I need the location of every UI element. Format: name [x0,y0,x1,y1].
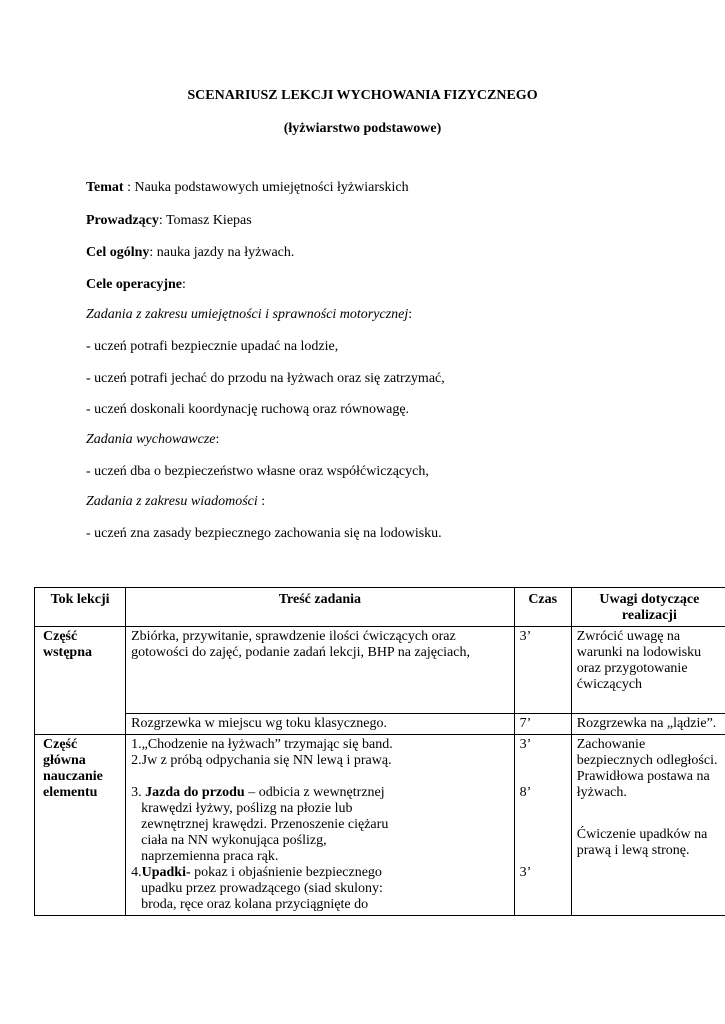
edu-heading-line [86,432,219,448]
knowledge-suffix: : [257,494,266,509]
intro-note-2: Rozgrzewka na „lądzie”. [571,714,725,735]
table-row [35,627,725,714]
cel-value: : nauka jazdy na łyżwach. [149,245,295,260]
table-header-row [35,588,725,627]
main-task-4: 4.Upadki- pokaz i objaśnienie bezpiecznego [131,865,382,880]
temat-label: Temat [86,180,124,195]
main-task-2: 2.Jw z próbą odpychania się NN lewą i prawą. [131,753,392,768]
document-subtitle: (łyżwiarstwo podstawowe) [283,121,442,136]
prowadzacy-value: : Tomasz Kiepas [158,213,252,228]
phase-intro: Część wstępna [35,627,126,735]
intro-task-2: Rozgrzewka w miejscu wg toku klasycznego. [126,714,515,735]
main-task-3-line-4: ciała na NN wykonująca poślizg, [141,833,327,848]
temat-line [86,180,409,196]
knowledge-item-1: - uczeń zna zasady bezpiecznego zachowania się na lodowisku. [86,526,442,541]
main-tasks [126,735,515,916]
main-note-1: Zachowanie bezpiecznych odległości. [576,737,718,768]
main-task-1: 1.„Chodzenie na łyżwach” trzymając się band. [131,737,393,752]
main-task-4-line-2: upadku przez prowadzącego (siad skulony: [141,881,383,896]
header-uwagi: Uwagi dotyczące realizacji [571,588,725,627]
cele-suffix: : [182,277,186,292]
prowadzacy-line [86,213,252,229]
cel-label: Cel ogólny [86,245,150,260]
document-title: SCENARIUSZ LEKCJI WYCHOWANIA FIZYCZNEGO [187,88,538,103]
edu-item-1: - uczeń dba o bezpieczeństwo własne oraz współćwiczących, [86,464,429,479]
prowadzacy-label: Prowadzący [86,213,159,228]
temat-value: : Nauka podstawowych umiejętności łyżwiarskich [123,180,409,195]
cele-line [86,277,186,293]
lesson-table [34,587,725,916]
intro-time-1: 3’ [514,627,571,714]
main-task-3-line-5: naprzemienna praca rąk. [141,849,279,864]
intro-time-2: 7’ [514,714,571,735]
edu-heading: Zadania wychowawcze [86,432,216,447]
cele-label: Cele operacyjne [86,277,183,292]
header-tok-lekcji: Tok lekcji [35,588,126,627]
motor-suffix: : [408,307,413,322]
motor-heading: Zadania z zakresu umiejętności i sprawności motorycznej [86,307,409,322]
main-task-4-line-3: broda, ręce oraz kolana przyciągnięte do [141,897,369,912]
main-notes [571,735,725,916]
main-note-3: Ćwiczenie upadków na prawą i lewą stronę. [576,827,708,858]
cel-line [86,245,294,261]
knowledge-heading-line [86,494,265,510]
edu-suffix: : [215,432,220,447]
main-time-1: 3’ [519,737,532,752]
task4-bold: Upadki- [141,865,191,880]
main-times [514,735,571,916]
motor-item-2: - uczeń potrafi jechać do przodu na łyżwach oraz się zatrzymać, [86,371,445,386]
table-row [35,735,725,916]
main-time-3: 3’ [519,865,532,880]
motor-item-3: - uczeń doskonali koordynację ruchową oraz równowagę. [86,402,410,417]
knowledge-heading: Zadania z zakresu wiadomości [86,494,258,509]
motor-item-1: - uczeń potrafi bezpiecznie upadać na lodzie, [86,339,339,354]
header-tresc-zadania: Treść zadania [126,588,515,627]
intro-note-1: Zwrócić uwagę na warunki na lodowisku oraz przygotowanie ćwiczących [571,627,725,714]
main-note-2: Prawidłowa postawa na łyżwach. [576,769,710,800]
main-task-3-line-2: krawędzi łyżwy, poślizg na płozie lub [141,801,353,816]
motor-heading-line [86,307,412,323]
table-row [35,714,725,735]
main-task-3: 3. Jazda do przodu – odbicia z wewnętrznej [131,785,385,800]
main-task-3-line-3: zewnętrznej krawędzi. Przenoszenie ciężaru [141,817,389,832]
task3-bold: Jazda do przodu [145,785,245,800]
phase-main: Część główna nauczanie elementu [35,735,126,916]
main-time-2: 8’ [519,785,532,800]
intro-task-1: Zbiórka, przywitanie, sprawdzenie ilości ćwiczących oraz gotowości do zajęć, podanie zadań lekcji, BHP na zajęciach, [126,627,515,714]
header-czas: Czas [514,588,571,627]
